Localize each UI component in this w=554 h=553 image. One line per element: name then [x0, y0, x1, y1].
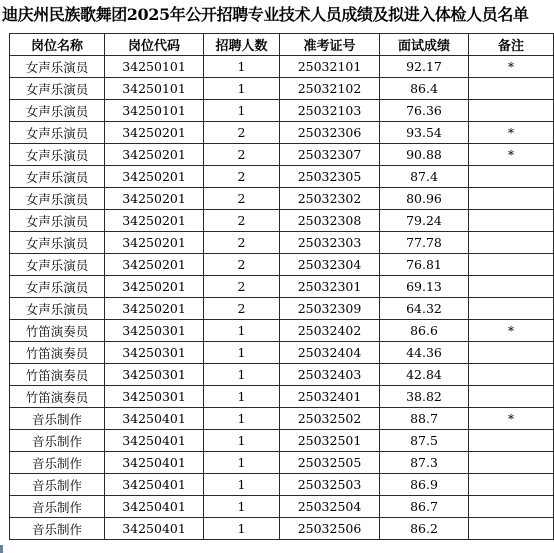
admission-number-cell: 25032401: [280, 386, 380, 408]
hiring-count-cell: 2: [204, 232, 280, 254]
position-name-cell: 音乐制作: [10, 430, 105, 452]
hiring-count-cell: 1: [204, 496, 280, 518]
table-row: [10, 276, 554, 298]
admission-number-cell: 25032102: [280, 78, 380, 100]
position-name-cell: 竹笛演奏员: [10, 320, 105, 342]
table-row: [10, 210, 554, 232]
hiring-count-cell: 2: [204, 254, 280, 276]
position-code-cell: 34250201: [105, 210, 204, 232]
interview-score-cell: 86.4: [380, 78, 469, 100]
interview-score-cell: 86.2: [380, 518, 469, 540]
table-row: [10, 100, 554, 122]
remarks-cell: [469, 188, 554, 210]
position-code-cell: 34250101: [105, 100, 204, 122]
position-name-cell: 女声乐演员: [10, 78, 105, 100]
admission-number-cell: 25032503: [280, 474, 380, 496]
interview-score-cell: 92.17: [380, 56, 469, 78]
admission-number-cell: 25032402: [280, 320, 380, 342]
hiring-count-cell: 1: [204, 430, 280, 452]
position-code-cell: 34250201: [105, 232, 204, 254]
table-row: [10, 166, 554, 188]
table-row: [10, 364, 554, 386]
position-code-cell: 34250401: [105, 518, 204, 540]
admission-number-cell: 25032307: [280, 144, 380, 166]
position-code-cell: 34250101: [105, 56, 204, 78]
hiring-count-cell: 1: [204, 342, 280, 364]
position-code-cell: 34250401: [105, 474, 204, 496]
position-name-cell: 女声乐演员: [10, 254, 105, 276]
remarks-cell: [469, 386, 554, 408]
remarks-cell: [469, 210, 554, 232]
remarks-cell: [469, 430, 554, 452]
admission-number-cell: 25032502: [280, 408, 380, 430]
document-title: 迪庆州民族歌舞团2025年公开招聘专业技术人员成绩及拟进入体检人员名单: [2, 5, 529, 24]
interview-score-cell: 79.24: [380, 210, 469, 232]
header-remarks: 备注: [469, 34, 554, 56]
interview-score-cell: 90.88: [380, 144, 469, 166]
admission-number-cell: 25032103: [280, 100, 380, 122]
position-code-cell: 34250301: [105, 320, 204, 342]
admission-number-cell: 25032302: [280, 188, 380, 210]
interview-score-cell: 76.36: [380, 100, 469, 122]
position-code-cell: 34250201: [105, 122, 204, 144]
hiring-count-cell: 1: [204, 320, 280, 342]
table-body: [10, 56, 554, 540]
interview-score-cell: 64.32: [380, 298, 469, 320]
position-code-cell: 34250401: [105, 430, 204, 452]
position-name-cell: 女声乐演员: [10, 56, 105, 78]
hiring-count-cell: 1: [204, 100, 280, 122]
interview-score-cell: 88.7: [380, 408, 469, 430]
remarks-cell: [469, 100, 554, 122]
position-code-cell: 34250401: [105, 408, 204, 430]
hiring-count-cell: 2: [204, 122, 280, 144]
position-code-cell: 34250401: [105, 452, 204, 474]
remarks-cell: [469, 254, 554, 276]
hiring-count-cell: 1: [204, 408, 280, 430]
header-row: [10, 34, 554, 56]
table-row: [10, 342, 554, 364]
hiring-count-cell: 2: [204, 210, 280, 232]
position-name-cell: 音乐制作: [10, 452, 105, 474]
admission-number-cell: 25032304: [280, 254, 380, 276]
position-code-cell: 34250301: [105, 364, 204, 386]
position-name-cell: 女声乐演员: [10, 166, 105, 188]
position-code-cell: 34250301: [105, 386, 204, 408]
position-name-cell: 女声乐演员: [10, 232, 105, 254]
position-name-cell: 音乐制作: [10, 408, 105, 430]
position-code-cell: 34250201: [105, 166, 204, 188]
position-name-cell: 竹笛演奏员: [10, 386, 105, 408]
table-row: [10, 320, 554, 342]
admission-number-cell: 25032404: [280, 342, 380, 364]
position-name-cell: 女声乐演员: [10, 188, 105, 210]
position-name-cell: 竹笛演奏员: [10, 342, 105, 364]
admission-number-cell: 25032505: [280, 452, 380, 474]
position-name-cell: 音乐制作: [10, 496, 105, 518]
position-name-cell: 女声乐演员: [10, 144, 105, 166]
position-code-cell: 34250201: [105, 254, 204, 276]
admission-number-cell: 25032403: [280, 364, 380, 386]
admission-number-cell: 25032303: [280, 232, 380, 254]
position-code-cell: 34250201: [105, 188, 204, 210]
interview-score-cell: 69.13: [380, 276, 469, 298]
remarks-cell: [469, 276, 554, 298]
table-row: [10, 452, 554, 474]
remarks-cell: *: [469, 408, 554, 430]
remarks-cell: [469, 496, 554, 518]
header-admission-number: 准考证号: [280, 34, 380, 56]
header-interview-score: 面试成绩: [380, 34, 469, 56]
remarks-cell: *: [469, 144, 554, 166]
hiring-count-cell: 1: [204, 56, 280, 78]
remarks-cell: [469, 342, 554, 364]
edge-marker: [0, 545, 3, 553]
interview-score-cell: 86.9: [380, 474, 469, 496]
hiring-count-cell: 1: [204, 518, 280, 540]
interview-score-cell: 93.54: [380, 122, 469, 144]
table-row: [10, 496, 554, 518]
table-row: [10, 122, 554, 144]
admission-number-cell: 25032506: [280, 518, 380, 540]
hiring-count-cell: 2: [204, 188, 280, 210]
table-row: [10, 518, 554, 540]
interview-score-cell: 86.7: [380, 496, 469, 518]
hiring-count-cell: 1: [204, 78, 280, 100]
table-row: [10, 408, 554, 430]
admission-number-cell: 25032309: [280, 298, 380, 320]
table-row: [10, 298, 554, 320]
position-name-cell: 音乐制作: [10, 474, 105, 496]
hiring-count-cell: 1: [204, 474, 280, 496]
remarks-cell: [469, 364, 554, 386]
remarks-cell: [469, 166, 554, 188]
admission-number-cell: 25032101: [280, 56, 380, 78]
table-row: [10, 430, 554, 452]
table-row: [10, 254, 554, 276]
admission-number-cell: 25032308: [280, 210, 380, 232]
position-name-cell: 音乐制作: [10, 518, 105, 540]
hiring-count-cell: 1: [204, 386, 280, 408]
hiring-count-cell: 1: [204, 364, 280, 386]
admission-number-cell: 25032501: [280, 430, 380, 452]
position-name-cell: 女声乐演员: [10, 100, 105, 122]
interview-score-cell: 87.5: [380, 430, 469, 452]
header-position-name: 岗位名称: [10, 34, 105, 56]
admission-number-cell: 25032301: [280, 276, 380, 298]
interview-score-cell: 38.82: [380, 386, 469, 408]
position-code-cell: 34250101: [105, 78, 204, 100]
table-row: [10, 56, 554, 78]
position-code-cell: 34250201: [105, 276, 204, 298]
hiring-count-cell: 2: [204, 276, 280, 298]
admission-number-cell: 25032504: [280, 496, 380, 518]
position-name-cell: 竹笛演奏员: [10, 364, 105, 386]
hiring-count-cell: 1: [204, 452, 280, 474]
interview-score-cell: 87.3: [380, 452, 469, 474]
position-code-cell: 34250401: [105, 496, 204, 518]
table-row: [10, 188, 554, 210]
remarks-cell: *: [469, 56, 554, 78]
table-row: [10, 474, 554, 496]
interview-score-cell: 44.36: [380, 342, 469, 364]
position-name-cell: 女声乐演员: [10, 210, 105, 232]
table-row: [10, 144, 554, 166]
position-code-cell: 34250201: [105, 298, 204, 320]
header-position-code: 岗位代码: [105, 34, 204, 56]
remarks-cell: [469, 474, 554, 496]
results-table: [9, 33, 554, 540]
table-row: [10, 232, 554, 254]
interview-score-cell: 80.96: [380, 188, 469, 210]
table-row: [10, 386, 554, 408]
hiring-count-cell: 2: [204, 166, 280, 188]
remarks-cell: *: [469, 320, 554, 342]
interview-score-cell: 87.4: [380, 166, 469, 188]
header-hiring-count: 招聘人数: [204, 34, 280, 56]
admission-number-cell: 25032305: [280, 166, 380, 188]
interview-score-cell: 86.6: [380, 320, 469, 342]
position-name-cell: 女声乐演员: [10, 298, 105, 320]
remarks-cell: *: [469, 122, 554, 144]
position-name-cell: 女声乐演员: [10, 276, 105, 298]
hiring-count-cell: 2: [204, 144, 280, 166]
position-name-cell: 女声乐演员: [10, 122, 105, 144]
remarks-cell: [469, 518, 554, 540]
remarks-cell: [469, 78, 554, 100]
admission-number-cell: 25032306: [280, 122, 380, 144]
remarks-cell: [469, 298, 554, 320]
position-code-cell: 34250201: [105, 144, 204, 166]
interview-score-cell: 76.81: [380, 254, 469, 276]
remarks-cell: [469, 452, 554, 474]
table-row: [10, 78, 554, 100]
hiring-count-cell: 2: [204, 298, 280, 320]
remarks-cell: [469, 232, 554, 254]
position-code-cell: 34250301: [105, 342, 204, 364]
interview-score-cell: 42.84: [380, 364, 469, 386]
interview-score-cell: 77.78: [380, 232, 469, 254]
